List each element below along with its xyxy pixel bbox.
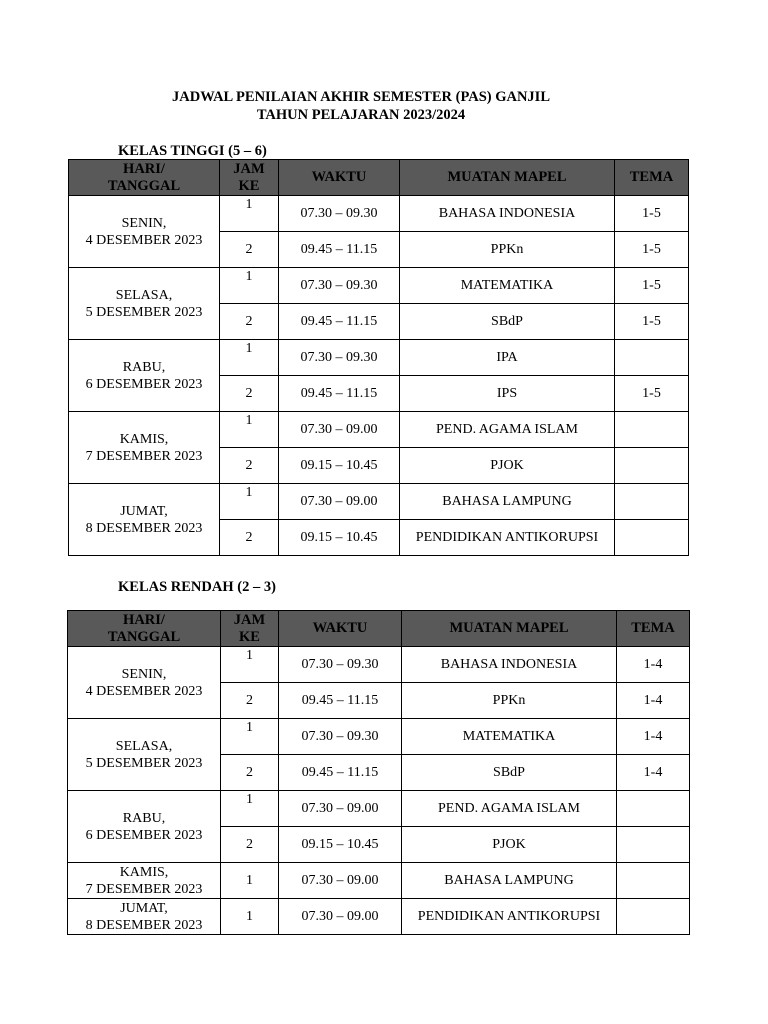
cell-tema bbox=[617, 791, 690, 827]
cell-waktu: 07.30 – 09.30 bbox=[279, 340, 400, 376]
day-date: 4 DESEMBER 2023 bbox=[85, 232, 203, 248]
document-subtitle: TAHUN PELAJARAN 2023/2024 bbox=[256, 107, 466, 123]
header-tema: TEMA bbox=[617, 611, 690, 647]
cell-muatan-mapel: SBdP bbox=[400, 304, 615, 340]
day-name: RABU, bbox=[122, 810, 166, 826]
cell-waktu: 09.45 – 11.15 bbox=[279, 304, 400, 340]
header-tema: TEMA bbox=[615, 160, 689, 196]
day-name: KAMIS, bbox=[119, 431, 169, 447]
cell-muatan-mapel: PEND. AGAMA ISLAM bbox=[402, 791, 617, 827]
cell-day-date bbox=[68, 791, 221, 863]
cell-tema: 1-4 bbox=[617, 683, 690, 719]
cell-waktu: 09.45 – 11.15 bbox=[279, 376, 400, 412]
cell-tema bbox=[617, 899, 690, 935]
day-name: JUMAT, bbox=[120, 900, 168, 916]
cell-waktu: 09.15 – 10.45 bbox=[279, 520, 400, 556]
cell-waktu: 07.30 – 09.00 bbox=[279, 484, 400, 520]
header-muatan-mapel: MUATAN MAPEL bbox=[400, 160, 615, 196]
cell-tema bbox=[615, 340, 689, 376]
day-date: 4 DESEMBER 2023 bbox=[85, 683, 203, 699]
cell-jam-ke: 1 bbox=[221, 899, 279, 935]
day-name: SELASA, bbox=[115, 738, 173, 754]
cell-muatan-mapel: PENDIDIKAN ANTIKORUPSI bbox=[400, 520, 615, 556]
section-title-kelas-rendah: KELAS RENDAH (2 – 3) bbox=[118, 579, 276, 595]
cell-muatan-mapel: IPS bbox=[400, 376, 615, 412]
section-title-kelas-tinggi: KELAS TINGGI (5 – 6) bbox=[118, 143, 267, 159]
cell-jam-ke: 1 bbox=[220, 196, 279, 232]
cell-jam-ke: 1 bbox=[220, 340, 279, 376]
cell-muatan-mapel: BAHASA INDONESIA bbox=[400, 196, 615, 232]
cell-jam-ke: 2 bbox=[221, 755, 279, 791]
table-row bbox=[68, 863, 690, 899]
cell-tema bbox=[617, 827, 690, 863]
cell-jam-ke: 1 bbox=[220, 412, 279, 448]
table-row bbox=[69, 340, 689, 376]
cell-tema: 1-4 bbox=[617, 647, 690, 683]
day-date: 6 DESEMBER 2023 bbox=[85, 827, 203, 843]
header-jam-ke: JAM KE bbox=[221, 611, 279, 647]
cell-muatan-mapel: MATEMATIKA bbox=[402, 719, 617, 755]
day-name: SENIN, bbox=[121, 215, 167, 231]
header-muatan-mapel: MUATAN MAPEL bbox=[402, 611, 617, 647]
cell-jam-ke: 2 bbox=[220, 520, 279, 556]
header-jam-ke: JAM KE bbox=[220, 160, 279, 196]
day-date: 7 DESEMBER 2023 bbox=[85, 448, 203, 464]
cell-muatan-mapel: PPKn bbox=[402, 683, 617, 719]
cell-waktu: 07.30 – 09.00 bbox=[279, 863, 402, 899]
cell-day-date bbox=[69, 340, 220, 412]
day-date: 8 DESEMBER 2023 bbox=[85, 520, 203, 536]
cell-day-date bbox=[68, 647, 221, 719]
day-name: RABU, bbox=[122, 359, 166, 375]
cell-muatan-mapel: MATEMATIKA bbox=[400, 268, 615, 304]
cell-tema: 1-5 bbox=[615, 304, 689, 340]
cell-tema: 1-4 bbox=[617, 719, 690, 755]
table-row bbox=[69, 412, 689, 448]
cell-muatan-mapel: BAHASA LAMPUNG bbox=[400, 484, 615, 520]
cell-jam-ke: 1 bbox=[221, 863, 279, 899]
cell-day-date bbox=[69, 268, 220, 340]
cell-jam-ke: 2 bbox=[221, 827, 279, 863]
cell-waktu: 09.15 – 10.45 bbox=[279, 827, 402, 863]
cell-jam-ke: 1 bbox=[221, 719, 279, 755]
cell-day-date bbox=[68, 863, 221, 899]
cell-waktu: 09.15 – 10.45 bbox=[279, 448, 400, 484]
cell-muatan-mapel: BAHASA INDONESIA bbox=[402, 647, 617, 683]
cell-waktu: 07.30 – 09.30 bbox=[279, 647, 402, 683]
cell-muatan-mapel: PPKn bbox=[400, 232, 615, 268]
cell-tema: 1-5 bbox=[615, 232, 689, 268]
day-name: JUMAT, bbox=[120, 503, 168, 519]
cell-tema bbox=[615, 448, 689, 484]
cell-muatan-mapel: PEND. AGAMA ISLAM bbox=[400, 412, 615, 448]
cell-jam-ke: 1 bbox=[220, 484, 279, 520]
day-date: 8 DESEMBER 2023 bbox=[85, 917, 203, 933]
cell-tema bbox=[615, 484, 689, 520]
schedule-table-kelas-tinggi bbox=[68, 159, 689, 556]
day-date: 7 DESEMBER 2023 bbox=[85, 881, 203, 897]
cell-muatan-mapel: BAHASA LAMPUNG bbox=[402, 863, 617, 899]
cell-tema: 1-5 bbox=[615, 196, 689, 232]
cell-muatan-mapel: PENDIDIKAN ANTIKORUPSI bbox=[402, 899, 617, 935]
cell-tema bbox=[617, 863, 690, 899]
cell-jam-ke: 1 bbox=[220, 268, 279, 304]
table-row bbox=[69, 196, 689, 232]
cell-muatan-mapel: PJOK bbox=[402, 827, 617, 863]
cell-muatan-mapel: SBdP bbox=[402, 755, 617, 791]
cell-waktu: 07.30 – 09.30 bbox=[279, 719, 402, 755]
cell-tema: 1-5 bbox=[615, 268, 689, 304]
day-name: SENIN, bbox=[121, 666, 167, 682]
day-name: KAMIS, bbox=[119, 864, 169, 880]
table-header-row bbox=[69, 160, 689, 196]
cell-jam-ke: 2 bbox=[220, 232, 279, 268]
cell-tema: 1-4 bbox=[617, 755, 690, 791]
cell-jam-ke: 2 bbox=[220, 448, 279, 484]
cell-jam-ke: 2 bbox=[220, 376, 279, 412]
cell-waktu: 07.30 – 09.00 bbox=[279, 791, 402, 827]
cell-tema: 1-5 bbox=[615, 376, 689, 412]
cell-day-date bbox=[68, 719, 221, 791]
cell-waktu: 07.30 – 09.00 bbox=[279, 412, 400, 448]
table-row bbox=[69, 484, 689, 520]
cell-day-date bbox=[69, 196, 220, 268]
cell-jam-ke: 2 bbox=[220, 304, 279, 340]
day-date: 5 DESEMBER 2023 bbox=[85, 304, 203, 320]
header-waktu: WAKTU bbox=[279, 611, 402, 647]
cell-day-date bbox=[68, 899, 221, 935]
cell-muatan-mapel: PJOK bbox=[400, 448, 615, 484]
schedule-table-kelas-rendah bbox=[67, 610, 690, 935]
cell-day-date bbox=[69, 412, 220, 484]
table-header-row bbox=[68, 611, 690, 647]
cell-waktu: 07.30 – 09.30 bbox=[279, 196, 400, 232]
cell-muatan-mapel: IPA bbox=[400, 340, 615, 376]
cell-waktu: 09.45 – 11.15 bbox=[279, 755, 402, 791]
table-row bbox=[68, 647, 690, 683]
day-date: 6 DESEMBER 2023 bbox=[85, 376, 203, 392]
cell-tema bbox=[615, 412, 689, 448]
document-title: JADWAL PENILAIAN AKHIR SEMESTER (PAS) GANJIL bbox=[172, 89, 550, 105]
cell-waktu: 07.30 – 09.00 bbox=[279, 899, 402, 935]
cell-jam-ke: 1 bbox=[221, 647, 279, 683]
day-date: 5 DESEMBER 2023 bbox=[85, 755, 203, 771]
cell-waktu: 07.30 – 09.30 bbox=[279, 268, 400, 304]
table-row bbox=[68, 791, 690, 827]
header-hari-tanggal: HARI/ TANGGAL bbox=[68, 611, 221, 647]
day-name: SELASA, bbox=[115, 287, 173, 303]
cell-waktu: 09.45 – 11.15 bbox=[279, 683, 402, 719]
cell-waktu: 09.45 – 11.15 bbox=[279, 232, 400, 268]
header-waktu: WAKTU bbox=[279, 160, 400, 196]
table-row bbox=[69, 268, 689, 304]
header-hari-tanggal: HARI/ TANGGAL bbox=[69, 160, 220, 196]
table-row bbox=[68, 719, 690, 755]
cell-jam-ke: 2 bbox=[221, 683, 279, 719]
cell-tema bbox=[615, 520, 689, 556]
cell-day-date bbox=[69, 484, 220, 556]
cell-jam-ke: 1 bbox=[221, 791, 279, 827]
table-row bbox=[68, 899, 690, 935]
